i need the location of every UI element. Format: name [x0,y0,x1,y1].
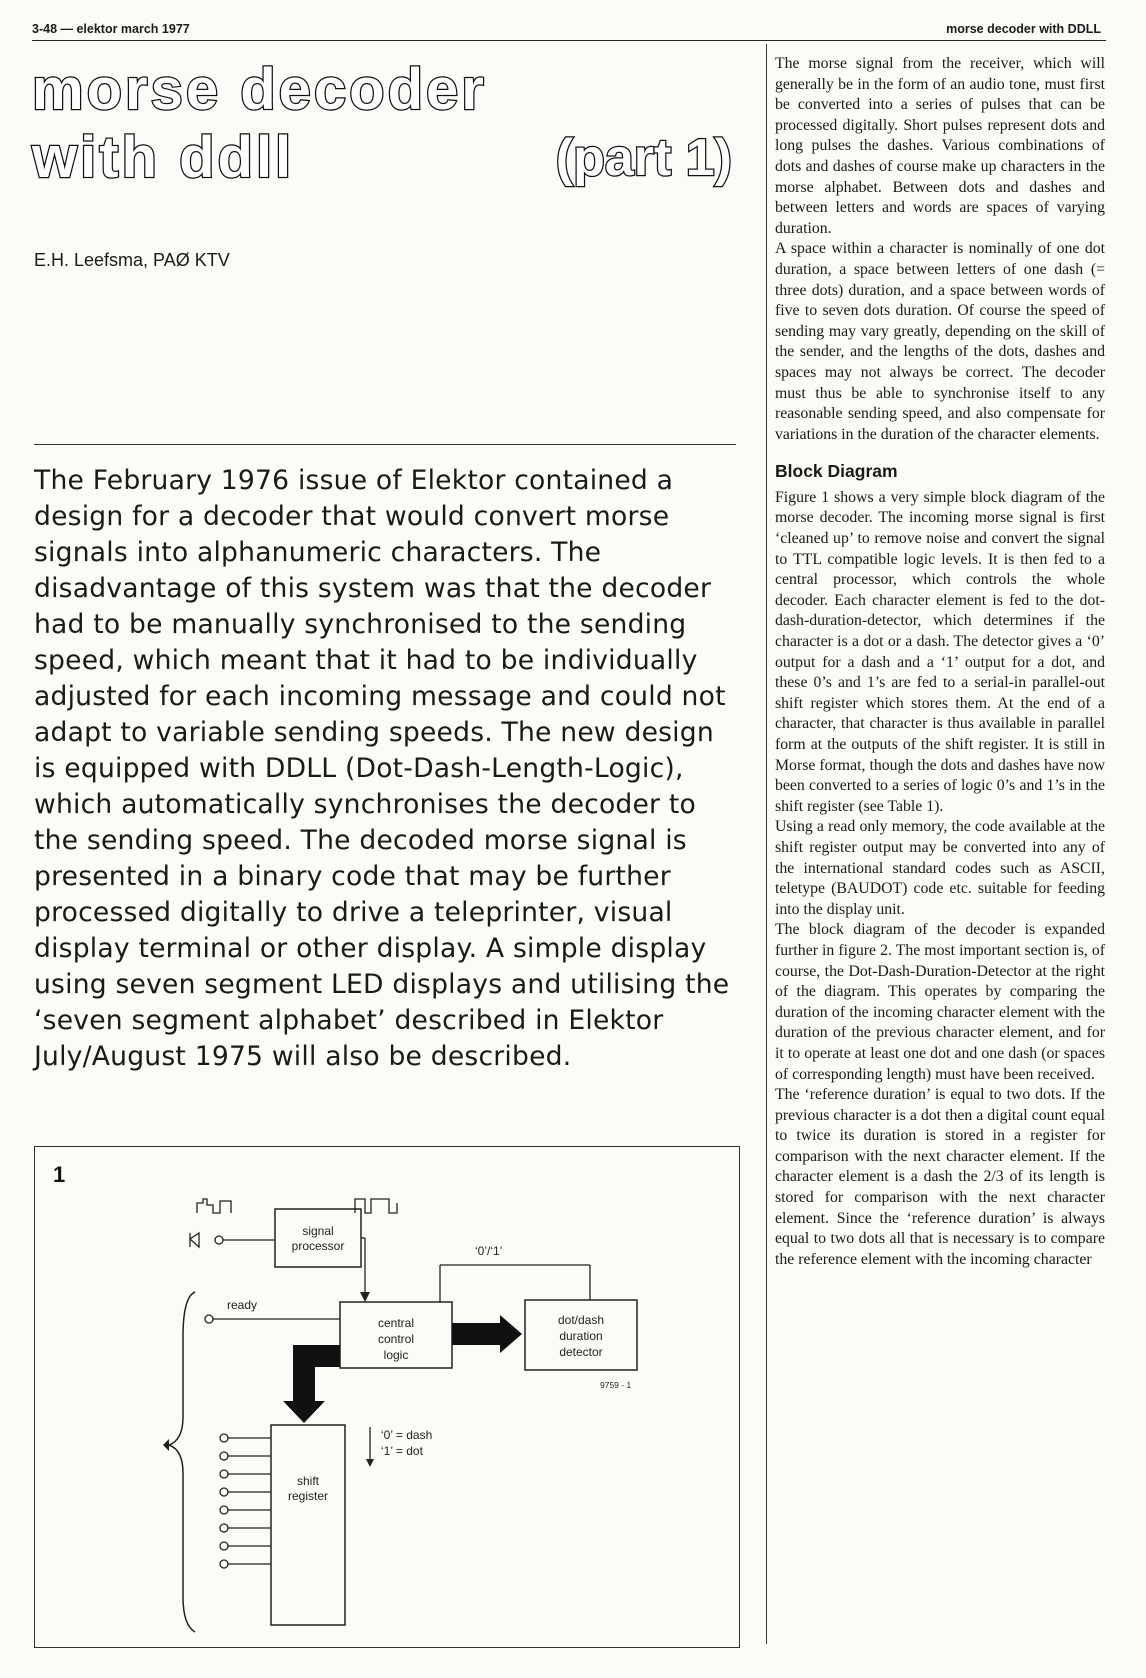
svg-text:duration: duration [559,1329,603,1343]
svg-text:‘0’ = dash: ‘0’ = dash [381,1428,433,1442]
input-terminal [215,1236,223,1244]
input-jack-icon [190,1233,199,1247]
svg-text:‘1’ = dot: ‘1’ = dot [381,1444,423,1458]
page-header-right: morse decoder with DDLL [946,22,1101,36]
page-header-left: 3-48 — elektor march 1977 [32,22,190,36]
title-part: (part 1) [555,129,732,187]
ready-terminal [205,1315,213,1323]
intro-rule [34,444,736,445]
block-diagram [35,1147,739,1647]
body-paragraph: The block diagram of the decoder is expanded further in figure 2. The most important section is, of course, the Dot-Dash-Duration-Detector at the right of the diagram. This operates by comparing the duration of the incoming character element with the duration of the previous character element, and for it to operate at least one dot and one dash (or spaces of corresponding length) must have been received. [775,921,1105,1083]
body-paragraph: The ‘reference duration’ is equal to two dots. If the previous character is a dot then a digital count equal to twice its duration is stored in a register for comparison with the next character element. If the character element is a dash the 2/3 of its length is stored for comparison with the next character element. Since the ‘reference duration’ is always equal to two dots all that is necessary is to compare the reference element with the incoming character [775,1086,1105,1268]
svg-text:logic: logic [383,1348,409,1362]
svg-text:central: central [377,1316,415,1330]
body-paragraph: Figure 1 shows a very simple block diagram of the morse decoder. The incoming morse signal is first ‘cleaned up’ to remove noise and convert the signal to TTL compatible logic levels. It is then fed to a central processor, which controls the whole decoder. Each character element is fed to the dot-dash-duration-detector, which determines if the character is a dot or a dash. The detector gives a ‘0’ output for a dash and a ‘1’ output for a dot, and these 0’s and 1’s are fed to a serial-in parallel-out shift register which stores them. At the end of a character, that character is thus available in parallel form at the outputs of the shift register. It is still in Morse format, though the dots and dashes have now been converted to a series of logic 0’s and 1’s in the shift register (see Table 1). [775,488,1105,815]
svg-text:ready: ready [227,1298,258,1312]
body-paragraph: The morse signal from the receiver, which will generally be in the form of an audio tone, must first be converted into a series of pulses that can be processed digitally. Short pulses represent dots and long pulses the dashes. Various combinations of dots and dashes of course make up characters in the morse alphabet. Between dots and dashes and between letters and words are spaces of varying duration. [775,55,1105,237]
data-arrow-right [500,1315,522,1353]
author: E.H. Leefsma, PAØ KTV [34,250,230,270]
figure-1 [34,1146,740,1648]
shift-register-block [271,1425,345,1625]
figure-number: 1 [53,1162,66,1187]
title-line-1: morse decoder [32,57,487,122]
signal-processor-block [275,1209,361,1267]
body-paragraph: Using a read only memory, the code available at the shift register output may be converted into any of the international standard codes such as ASCII, teletype (BAUDOT) code etc. suitable for feeding into the display unit. [775,818,1105,918]
data-arrow-down [283,1401,325,1423]
section-heading: Block Diagram [775,461,898,482]
svg-text:shift: shift [296,1474,320,1488]
svg-text:9759 - 1: 9759 - 1 [600,1380,632,1390]
svg-text:register: register [287,1489,329,1503]
svg-text:signal: signal [302,1224,334,1238]
article-title [32,58,742,198]
svg-text:detector: detector [559,1345,603,1359]
body-column [775,54,1105,1270]
noisy-input-waveform [197,1199,231,1213]
header-rule [32,40,1106,41]
svg-text:‘0’/‘1’: ‘0’/‘1’ [475,1244,503,1258]
svg-text:dot/dash: dot/dash [557,1313,605,1327]
title-line-2: with ddll [32,125,295,190]
body-paragraph: A space within a character is nominally of one dot duration, a space between letters of one dash (= three dots) duration, and a space between words of five to seven dots duration. Of course the speed of sending may vary greatly, depending on the skill of the sender, and the lengths of the dots, dashes and spaces may not always be correct. The decoder must thus be able to synchronise itself to any reasonable sending speed, and also compensate for variations in the duration of the character elements. [775,240,1105,443]
svg-text:processor: processor [291,1239,345,1253]
svg-text:control: control [377,1332,415,1346]
intro-paragraph: The February 1976 issue of Elektor contained a design for a decoder that would convert morse signals into alphanumeric characters. The disadvantage of this system was that the decoder had to be manually synchronised to the sending speed, which meant that it had to be individually adjusted for each incoming message and could not adapt to variable sending speeds. The new design is equipped with DDLL (Dot-Dash-Length-Logic), which automatically synchronises the decoder to the sending speed. The decoded morse signal is presented in a binary code that may be further processed digitally to drive a teleprinter, visual display terminal or other display. A simple display using seven segment LED displays and utilising the ‘seven segment alphabet’ described in Elektor July/August 1975 will also be described. [34,465,730,1072]
output-brace [169,1292,195,1632]
register-outputs [220,1434,271,1568]
column-rule [766,44,767,1644]
